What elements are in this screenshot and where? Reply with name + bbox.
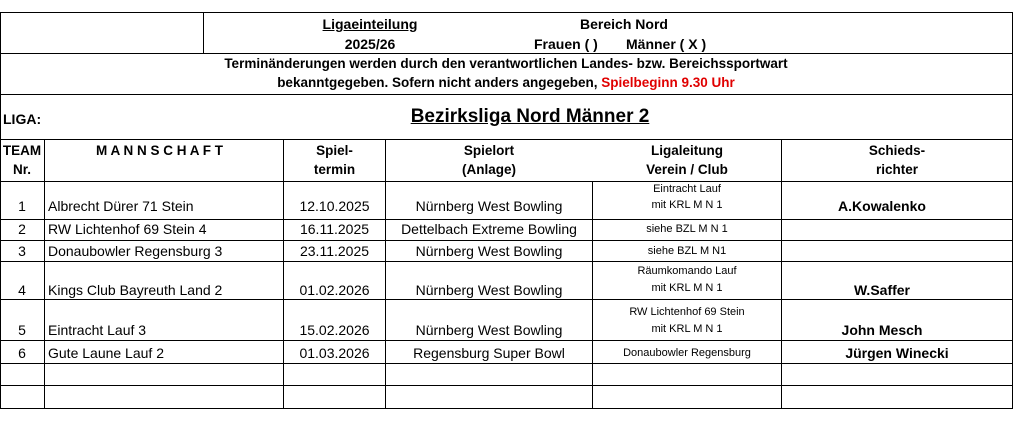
col-schiri-header: Schieds- (868, 143, 926, 158)
grid-line (0, 53, 1013, 54)
grid-line (283, 139, 284, 409)
match-date: 01.02.2026 (299, 282, 370, 298)
league-management-2: mit KRL M N 1 (651, 323, 723, 335)
col-team-header: TEAM (2, 143, 42, 158)
grid-line (781, 139, 782, 409)
women-option: Frauen ( ) (534, 36, 598, 52)
season: 2025/26 (344, 36, 396, 52)
col-mannschaft-header: M A N N S C H A F T (96, 143, 223, 158)
referee: A.Kowalenko (838, 198, 926, 214)
grid-line (385, 139, 386, 409)
col-termin-header: Spiel- (316, 143, 353, 158)
grid-line (0, 181, 1013, 182)
grid-line (0, 340, 1013, 341)
match-date: 12.10.2025 (299, 198, 370, 214)
team-name: Albrecht Dürer 71 Stein (48, 198, 194, 214)
grid-line (0, 299, 1013, 300)
col-leitung-header: Ligaleitung (651, 143, 723, 158)
col-ort-header-2: (Anlage) (462, 162, 516, 177)
league-management: Eintracht Lauf (653, 183, 721, 195)
team-nr: 3 (18, 243, 26, 259)
league-management: Räumkomando Lauf (637, 265, 737, 277)
grid-line (0, 94, 1013, 95)
team-name: Donaubowler Regensburg 3 (48, 243, 223, 259)
notice-line-2 (0, 76, 1012, 90)
referee: W.Saffer (853, 282, 910, 298)
league-management: siehe BZL M N1 (647, 245, 727, 257)
team-nr: 5 (18, 322, 26, 338)
league-name: Bezirksliga Nord Männer 2 (410, 106, 650, 127)
venue: Nürnberg West Bowling (415, 322, 563, 338)
grid-line (0, 385, 1013, 386)
team-name: RW Lichtenhof 69 Stein 4 (48, 221, 207, 237)
col-ort-header: Spielort (463, 143, 515, 158)
region: Bereich Nord (580, 16, 668, 32)
grid-line (0, 12, 1013, 13)
referee: John Mesch (841, 322, 923, 338)
league-management: Donaubowler Regensburg (623, 347, 751, 359)
league-label: LIGA: (3, 111, 42, 127)
team-nr: 2 (18, 221, 26, 237)
match-date: 23.11.2025 (299, 243, 370, 259)
venue: Regensburg Super Bowl (413, 345, 565, 361)
notice-text: bekanntgegeben. Sofern nicht anders angegeben, (277, 75, 598, 90)
grid-line (592, 181, 593, 409)
league-management: siehe BZL M N 1 (646, 223, 728, 235)
grid-line (44, 139, 45, 409)
grid-line (1012, 12, 1013, 409)
men-option: Männer ( X ) (626, 36, 707, 52)
schedule-title: Ligaeinteilung (322, 16, 418, 32)
grid-line (203, 12, 204, 54)
team-nr: 4 (18, 282, 26, 298)
team-nr: 6 (18, 345, 26, 361)
team-nr: 1 (18, 198, 26, 214)
col-schiri-header-2: richter (875, 162, 919, 177)
match-date: 01.03.2026 (299, 345, 370, 361)
league-management: RW Lichtenhof 69 Stein (629, 306, 745, 318)
grid-line (0, 240, 1013, 241)
col-team-header-2: Nr. (12, 162, 31, 177)
start-time-notice: Spielbeginn 9.30 Uhr (601, 75, 735, 90)
grid-line (0, 139, 1013, 140)
col-leitung-header-2: Verein / Club (646, 162, 728, 177)
venue: Nürnberg West Bowling (415, 198, 563, 214)
venue: Nürnberg West Bowling (415, 243, 563, 259)
grid-line (0, 408, 1013, 409)
grid-line (0, 261, 1013, 262)
league-management-2: mit KRL M N 1 (651, 282, 723, 294)
notice-line-1: Terminänderungen werden durch den verantwortlichen Landes- bzw. Bereichssportwart (224, 56, 788, 71)
venue: Nürnberg West Bowling (415, 282, 563, 298)
venue: Dettelbach Extreme Bowling (401, 221, 577, 237)
team-name: Gute Laune Lauf 2 (48, 345, 164, 361)
team-name: Eintracht Lauf 3 (48, 322, 147, 338)
referee: Jürgen Winecki (845, 345, 949, 361)
match-date: 16.11.2025 (299, 221, 370, 237)
col-termin-header-2: termin (313, 162, 356, 177)
match-date: 15.02.2026 (299, 322, 370, 338)
grid-line (0, 219, 1013, 220)
team-name: Kings Club Bayreuth Land 2 (48, 282, 223, 298)
league-management-2: mit KRL M N 1 (651, 199, 723, 211)
grid-line (0, 363, 1013, 364)
